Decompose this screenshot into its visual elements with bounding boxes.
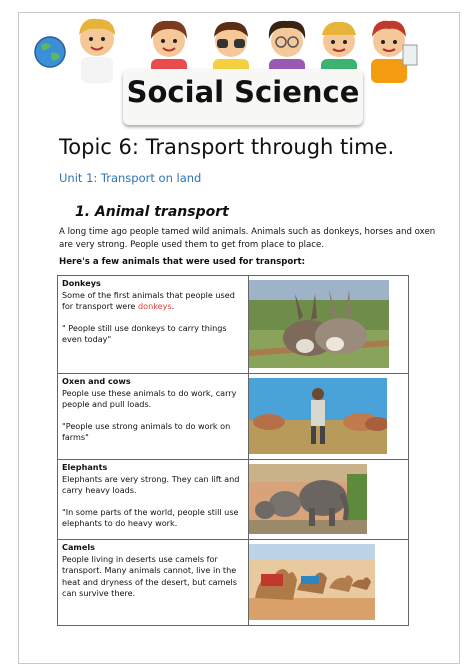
header-banner (19, 13, 459, 131)
table-row (58, 460, 409, 540)
animal-image-cell (249, 374, 409, 460)
boy-book-illustration (359, 15, 419, 85)
intro-paragraph: A long time ago people tamed wild animals. Animals such as donkeys, horses and oxen are very strong. People used them to get from place to place. (59, 227, 436, 250)
animal-text-cell (58, 276, 249, 374)
animal-quote: "In some parts of the world, people still use elephants to do heavy work. (62, 506, 239, 529)
animal-text-cell (58, 374, 249, 460)
animal-quote: " People still use donkeys to carry things even today" (62, 322, 227, 345)
animal-description: People living in deserts use camels for transport. Many animals cannot, live in the heat and dryness of the desert, but camels can survive there. (62, 553, 237, 599)
table-row (58, 374, 409, 460)
animal-image-cell (249, 276, 409, 374)
description-text: Some of the first animals that people used for transport were (62, 289, 235, 312)
animal-name: Donkeys (62, 278, 101, 288)
description-end: . (171, 301, 175, 312)
animal-text-cell (58, 540, 249, 626)
unit-title: Unit 1: Transport on land (59, 171, 202, 185)
oxen-photo (249, 378, 387, 454)
elephants-photo (249, 464, 367, 534)
table-row (58, 276, 409, 374)
table-intro: Here's a few animals that were used for transport: (59, 257, 306, 267)
animal-name: Oxen and cows (62, 376, 131, 386)
camels-photo (249, 544, 375, 620)
animal-description: Elephants are very strong. They can lift and carry heavy loads. (62, 473, 240, 496)
animal-text-cell (58, 460, 249, 540)
animals-table (57, 275, 409, 626)
animal-image-cell (249, 540, 409, 626)
section-title: 1. Animal transport (75, 204, 229, 220)
donkeys-photo (249, 280, 389, 368)
animal-image-cell (249, 460, 409, 540)
document-page (18, 12, 460, 664)
animal-name: Camels (62, 542, 95, 552)
animal-description: People use these animals to do work, carry people and pull loads. (62, 387, 237, 410)
animal-description (62, 290, 244, 313)
animal-quote: "People use strong animals to do work on farms" (62, 420, 231, 443)
topic-title: Topic 6: Transport through time. (59, 135, 395, 159)
highlight-text: donkeys (137, 301, 172, 312)
globe-icon (33, 35, 67, 69)
boy-illustration (67, 15, 127, 85)
page-title: Social Science (126, 75, 360, 109)
animal-name: Elephants (62, 462, 108, 472)
table-row (58, 540, 409, 626)
title-sign (123, 69, 363, 125)
